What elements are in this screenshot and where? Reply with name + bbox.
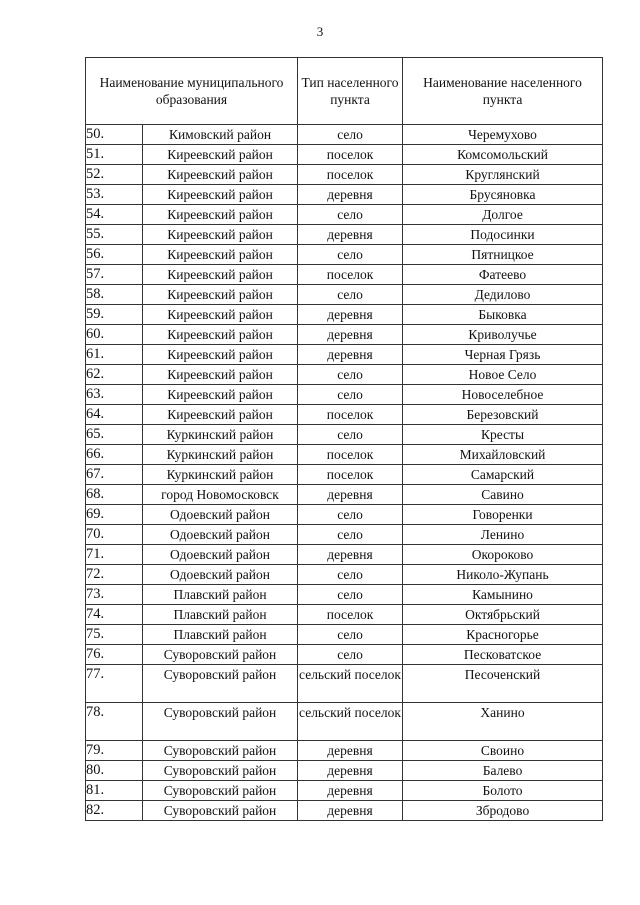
row-number: 75.: [86, 625, 143, 645]
row-municipality: Киреевский район: [143, 145, 298, 165]
row-settlement-type: деревня: [298, 801, 403, 821]
table-row: [86, 625, 603, 645]
row-municipality: Кимовский район: [143, 125, 298, 145]
row-settlement-name: Камынино: [403, 585, 603, 605]
row-settlement-name: Николо-Жупань: [403, 565, 603, 585]
table-row: [86, 505, 603, 525]
row-settlement-type: село: [298, 625, 403, 645]
row-settlement-name: Березовский: [403, 405, 603, 425]
row-settlement-name: Кресты: [403, 425, 603, 445]
row-settlement-name: Своино: [403, 741, 603, 761]
row-municipality: Плавский район: [143, 605, 298, 625]
row-number: 63.: [86, 385, 143, 405]
row-municipality: Суворовский район: [143, 761, 298, 781]
table-header-row: [86, 58, 603, 125]
row-settlement-type: поселок: [298, 165, 403, 185]
row-municipality: Куркинский район: [143, 425, 298, 445]
row-settlement-type: деревня: [298, 185, 403, 205]
row-municipality: Одоевский район: [143, 545, 298, 565]
row-number: 61.: [86, 345, 143, 365]
row-settlement-name: Песковатское: [403, 645, 603, 665]
table-row: [86, 485, 603, 505]
row-number: 56.: [86, 245, 143, 265]
row-settlement-type: село: [298, 425, 403, 445]
row-settlement-type: село: [298, 285, 403, 305]
table-row: [86, 305, 603, 325]
row-number: 78.: [86, 703, 143, 741]
row-number: 70.: [86, 525, 143, 545]
row-settlement-type: поселок: [298, 405, 403, 425]
table-row: [86, 665, 603, 703]
row-municipality: Плавский район: [143, 625, 298, 645]
row-settlement-name: Подосинки: [403, 225, 603, 245]
row-number: 52.: [86, 165, 143, 185]
row-settlement-type: село: [298, 525, 403, 545]
table-row: [86, 761, 603, 781]
header-type: Тип населенного пункта: [298, 58, 403, 125]
row-municipality: Куркинский район: [143, 445, 298, 465]
row-municipality: Киреевский район: [143, 225, 298, 245]
table-row: [86, 345, 603, 365]
row-municipality: Суворовский район: [143, 741, 298, 761]
table-row: [86, 225, 603, 245]
row-settlement-name: Новое Село: [403, 365, 603, 385]
table-row: [86, 165, 603, 185]
row-settlement-name: Красногорье: [403, 625, 603, 645]
row-settlement-name: Балево: [403, 761, 603, 781]
row-number: 59.: [86, 305, 143, 325]
row-settlement-type: деревня: [298, 545, 403, 565]
row-settlement-name: Песоченский: [403, 665, 603, 703]
row-settlement-name: Савино: [403, 485, 603, 505]
row-number: 67.: [86, 465, 143, 485]
row-number: 50.: [86, 125, 143, 145]
row-settlement-type: село: [298, 125, 403, 145]
row-number: 80.: [86, 761, 143, 781]
table-row: [86, 405, 603, 425]
table-row: [86, 245, 603, 265]
row-settlement-name: Брусяновка: [403, 185, 603, 205]
table-row: [86, 645, 603, 665]
settlements-table: [85, 57, 603, 821]
row-settlement-type: деревня: [298, 781, 403, 801]
row-settlement-type: сельский поселок: [298, 665, 403, 703]
row-number: 77.: [86, 665, 143, 703]
table-row: [86, 265, 603, 285]
row-municipality: Суворовский район: [143, 703, 298, 741]
row-settlement-name: Черная Грязь: [403, 345, 603, 365]
row-municipality: Киреевский район: [143, 205, 298, 225]
table-row: [86, 285, 603, 305]
row-number: 65.: [86, 425, 143, 445]
row-settlement-type: деревня: [298, 761, 403, 781]
row-municipality: Плавский район: [143, 585, 298, 605]
row-settlement-type: село: [298, 505, 403, 525]
row-settlement-type: село: [298, 365, 403, 385]
row-number: 51.: [86, 145, 143, 165]
row-municipality: Суворовский район: [143, 645, 298, 665]
row-settlement-type: деревня: [298, 225, 403, 245]
row-settlement-name: Ленино: [403, 525, 603, 545]
row-settlement-name: Криволучье: [403, 325, 603, 345]
row-number: 53.: [86, 185, 143, 205]
table-row: [86, 125, 603, 145]
table-row: [86, 205, 603, 225]
table-row: [86, 585, 603, 605]
row-settlement-type: деревня: [298, 305, 403, 325]
row-number: 68.: [86, 485, 143, 505]
row-municipality: Одоевский район: [143, 525, 298, 545]
row-municipality: Киреевский район: [143, 305, 298, 325]
row-settlement-name: Окороково: [403, 545, 603, 565]
table-row: [86, 801, 603, 821]
row-settlement-name: Михайловский: [403, 445, 603, 465]
row-settlement-type: поселок: [298, 605, 403, 625]
row-number: 62.: [86, 365, 143, 385]
row-municipality: Суворовский район: [143, 665, 298, 703]
row-settlement-type: деревня: [298, 741, 403, 761]
row-settlement-type: село: [298, 385, 403, 405]
table-row: [86, 145, 603, 165]
row-municipality: Киреевский район: [143, 405, 298, 425]
row-municipality: Куркинский район: [143, 465, 298, 485]
row-settlement-name: Долгое: [403, 205, 603, 225]
row-municipality: город Новомосковск: [143, 485, 298, 505]
row-settlement-name: Ханино: [403, 703, 603, 741]
row-settlement-name: Говоренки: [403, 505, 603, 525]
row-number: 66.: [86, 445, 143, 465]
row-number: 57.: [86, 265, 143, 285]
table-row: [86, 425, 603, 445]
row-municipality: Киреевский район: [143, 245, 298, 265]
page-number: 3: [316, 24, 324, 39]
row-settlement-name: Октябрьский: [403, 605, 603, 625]
row-settlement-type: село: [298, 565, 403, 585]
row-settlement-type: деревня: [298, 345, 403, 365]
header-settlement: Наименование населенного пункта: [403, 58, 603, 125]
row-settlement-type: сельский поселок: [298, 703, 403, 741]
row-settlement-name: Дедилово: [403, 285, 603, 305]
table-row: [86, 703, 603, 741]
row-municipality: Киреевский район: [143, 365, 298, 385]
row-settlement-type: деревня: [298, 485, 403, 505]
table-row: [86, 741, 603, 761]
row-number: 72.: [86, 565, 143, 585]
row-number: 69.: [86, 505, 143, 525]
row-settlement-name: Комсомольский: [403, 145, 603, 165]
row-settlement-name: Болото: [403, 781, 603, 801]
row-settlement-name: Пятницкое: [403, 245, 603, 265]
row-settlement-name: Быковка: [403, 305, 603, 325]
row-number: 74.: [86, 605, 143, 625]
row-settlement-type: поселок: [298, 265, 403, 285]
table-row: [86, 525, 603, 545]
row-settlement-type: село: [298, 245, 403, 265]
row-settlement-type: село: [298, 645, 403, 665]
table-row: [86, 465, 603, 485]
row-number: 73.: [86, 585, 143, 605]
row-municipality: Киреевский район: [143, 285, 298, 305]
table-row: [86, 545, 603, 565]
row-number: 54.: [86, 205, 143, 225]
row-number: 58.: [86, 285, 143, 305]
row-number: 82.: [86, 801, 143, 821]
row-settlement-name: Черемухово: [403, 125, 603, 145]
row-settlement-name: Збродово: [403, 801, 603, 821]
table-row: [86, 385, 603, 405]
row-municipality: Киреевский район: [143, 325, 298, 345]
row-settlement-name: Круглянский: [403, 165, 603, 185]
row-number: 79.: [86, 741, 143, 761]
row-number: 81.: [86, 781, 143, 801]
row-municipality: Киреевский район: [143, 265, 298, 285]
table-row: [86, 325, 603, 345]
row-settlement-type: поселок: [298, 145, 403, 165]
table-row: [86, 445, 603, 465]
header-municipality: Наименование муниципального образования: [86, 58, 298, 125]
row-municipality: Одоевский район: [143, 565, 298, 585]
row-number: 60.: [86, 325, 143, 345]
row-settlement-name: Самарский: [403, 465, 603, 485]
row-settlement-name: Новоселебное: [403, 385, 603, 405]
table-row: [86, 185, 603, 205]
table-row: [86, 781, 603, 801]
row-settlement-type: село: [298, 205, 403, 225]
row-settlement-type: село: [298, 585, 403, 605]
row-number: 55.: [86, 225, 143, 245]
row-number: 71.: [86, 545, 143, 565]
row-settlement-type: деревня: [298, 325, 403, 345]
row-municipality: Суворовский район: [143, 781, 298, 801]
row-municipality: Киреевский район: [143, 385, 298, 405]
row-municipality: Суворовский район: [143, 801, 298, 821]
row-municipality: Киреевский район: [143, 345, 298, 365]
row-number: 64.: [86, 405, 143, 425]
table-row: [86, 605, 603, 625]
row-number: 76.: [86, 645, 143, 665]
row-municipality: Киреевский район: [143, 165, 298, 185]
row-municipality: Киреевский район: [143, 185, 298, 205]
row-settlement-name: Фатеево: [403, 265, 603, 285]
table-row: [86, 365, 603, 385]
row-settlement-type: поселок: [298, 465, 403, 485]
row-municipality: Одоевский район: [143, 505, 298, 525]
row-settlement-type: поселок: [298, 445, 403, 465]
table-row: [86, 565, 603, 585]
